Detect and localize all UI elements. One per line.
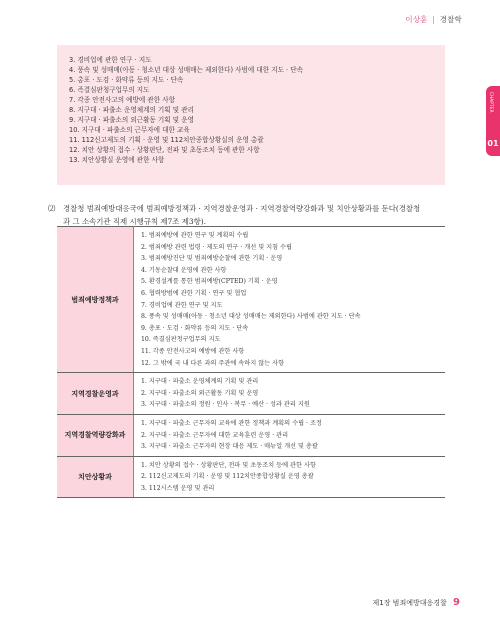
duty-item: 2. 지구대 · 파출소의 외근활동 기획 및 운영: [141, 389, 259, 397]
page-number: 9: [453, 597, 460, 608]
header-author: 이상훈: [405, 15, 428, 24]
department-name-cell: 치안상황과: [57, 456, 134, 498]
box-item: 10. 지구대 · 파출소의 근무자에 대한 교육: [69, 126, 190, 134]
table-row: [57, 227, 445, 373]
box-item-list: [57, 45, 445, 165]
duty-item: 2. 범죄예방 관련 법령 · 제도의 연구 · 개선 및 지침 수립: [141, 243, 293, 251]
table-row: [57, 414, 445, 456]
duty-item: 9. 총포 · 도검 · 화약류 등의 지도 · 단속: [141, 324, 249, 332]
duty-item: 3. 112시스템 운영 및 관리: [141, 484, 215, 492]
duty-item: 1. 범죄예방에 관한 연구 및 계획의 수립: [141, 232, 249, 239]
box-item: 11. 112신고제도의 기획 · 운영 및 112치안종합상황실의 운영 총괄: [69, 136, 264, 144]
box-item: 4. 풍속 및 성매매(아동 · 청소년 대상 성매매는 제외한다) 사범에 대한 지도 · 단속: [69, 66, 303, 74]
duty-item: 6. 협력방범에 관한 기획 · 연구 및 협업: [141, 289, 247, 297]
department-name-cell: 범죄예방정책과: [57, 227, 134, 373]
box-item: 6. 즉결심판청구업무의 지도: [69, 86, 150, 94]
chapter-tab-number: 01: [487, 139, 499, 148]
department-duties-cell: [134, 414, 446, 456]
box-item: 3. 경비업에 관한 연구 · 지도: [69, 56, 152, 64]
duty-item: 1. 지구대 · 파출소 운영체계의 기획 및 관리: [141, 378, 259, 386]
duty-item: 5. 환경설계를 통한 범죄예방(CPTED) 기획 · 운영: [141, 278, 278, 286]
duty-item: 3. 범죄예방진단 및 범죄예방순찰에 관한 기획 · 운영: [141, 255, 283, 263]
duty-item: 8. 풍속 및 성매매(아동 · 청소년 대상 성매매는 제외한다) 사범에 관한 지도 · 단속: [141, 313, 361, 321]
box-item: 8. 지구대 · 파출소 운영체계의 기획 및 관리: [69, 106, 194, 114]
paragraph-line-2: 과 그 소속기관 직제 시행규칙 제7조 제3항).: [63, 217, 206, 226]
header-separator: |: [432, 15, 436, 24]
department-duties-table: [57, 226, 445, 498]
paragraph-marker: ⑵: [48, 204, 56, 213]
chapter-side-tab: [486, 86, 500, 156]
department-duties-cell: [134, 227, 446, 373]
duty-item: 1. 지구대 · 파출소 근무자의 교육에 관한 정책과 계획의 수립 · 조정: [141, 419, 322, 427]
duty-item: 3. 지구대 · 파출소의 정원 · 인사 · 복무 · 예산 · 성과 관리 지원: [141, 401, 310, 409]
duty-item: 2. 지구대 · 파출소 근무자에 대한 교육훈련 운영 · 관리: [141, 431, 289, 439]
box-item: 12. 치안 상황의 접수 · 상황판단, 전파 및 초동조치 등에 관한 사항: [69, 146, 260, 154]
duty-item: 4. 기동순찰대 운영에 관한 사항: [141, 266, 227, 274]
duty-item: 7. 경비업에 관한 연구 및 지도: [141, 301, 223, 309]
duty-item: 12. 그 밖에 국 내 다른 과의 주관에 속하지 않는 사항: [141, 359, 285, 367]
running-header: [405, 14, 462, 25]
box-item: 9. 지구대 · 파출소의 외근활동 기획 및 운영: [69, 116, 194, 124]
table-row: [57, 456, 445, 498]
department-duties-cell: [134, 456, 446, 498]
page-footer: [372, 597, 460, 608]
duty-item: 1. 치안 상황의 접수 · 상황판단, 전파 및 초동조치 등에 관한 사항: [141, 461, 316, 469]
header-book-title: 경찰학: [439, 15, 462, 24]
duty-item: 11. 각종 안전사고의 예방에 관한 사항: [141, 347, 245, 355]
box-item: 5. 총포 · 도검 · 화약류 등의 지도 · 단속: [69, 76, 184, 84]
department-name-cell: 지역경찰역량강화과: [57, 414, 134, 456]
paragraph-line-1: 경찰청 범죄예방대응국에 범죄예방정책과 · 지역경찰운영과 · 지역경찰역량강화과 및 치안상황과를 둔다(경찰청: [63, 204, 421, 213]
box-item: 7. 각종 안전사고의 예방에 관한 사항: [69, 96, 175, 104]
footer-chapter-title: 제1장 범죄예방대응경찰: [372, 599, 447, 607]
table-row: [57, 373, 445, 415]
chapter-tab-label: CHAPTER: [489, 92, 494, 113]
duty-item: 10. 즉결심판청구업무의 지도: [141, 336, 221, 344]
organization-paragraph: [48, 202, 448, 228]
duty-item: 2. 112신고제도의 기획 · 운영 및 112치안종합상황실 운영 총괄: [141, 473, 314, 481]
department-name-cell: 지역경찰운영과: [57, 373, 134, 415]
box-item: 13. 치안상황실 운영에 관한 사항: [69, 156, 165, 164]
duty-item: 3. 지구대 · 파출소 근무자의 현장 대응 제도 · 매뉴얼 개선 및 총괄: [141, 443, 318, 451]
department-duties-cell: [134, 373, 446, 415]
duties-continuation-box: [57, 45, 445, 185]
